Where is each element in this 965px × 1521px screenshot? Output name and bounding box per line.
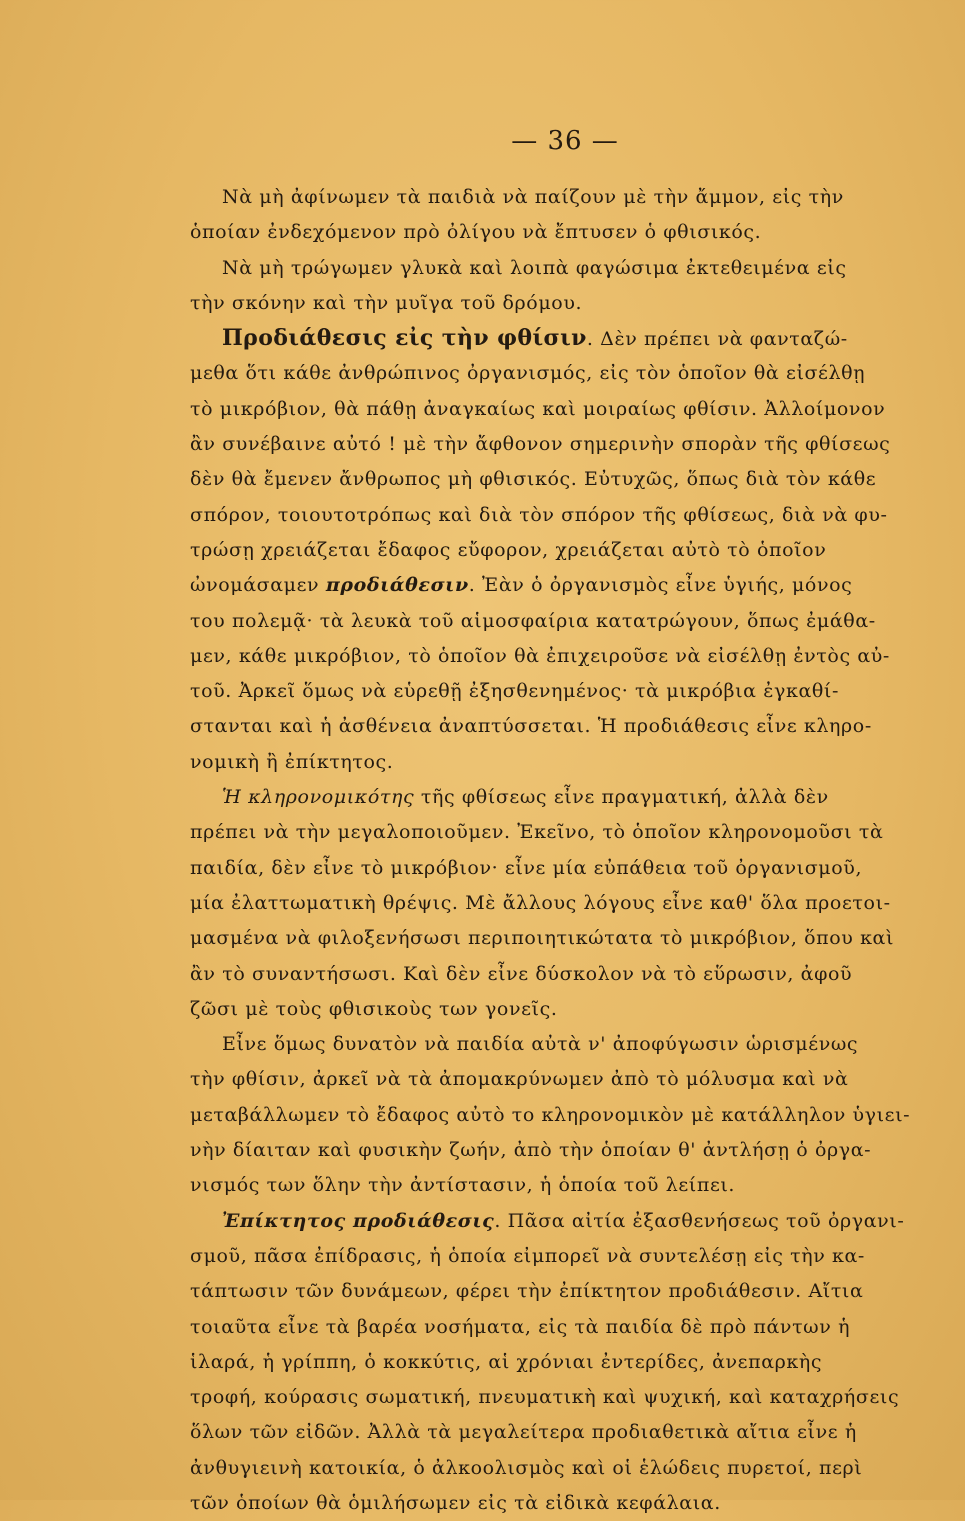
text-line <box>190 815 965 850</box>
text-line <box>190 1486 965 1521</box>
text-line <box>190 568 965 603</box>
text-line <box>190 1415 965 1450</box>
text-line <box>190 286 965 321</box>
text-run: του πολεμᾷ· τὰ λευκὰ τοῦ αἱμοσφαίρια κατατρώγουν, ὅπως ἐμάθα- <box>190 609 876 632</box>
text-run: ὠνομάσαμεν <box>190 574 326 597</box>
text-line <box>190 427 965 462</box>
text-run: τάπτωσιν τῶν δυνάμεων, φέρει τὴν ἐπίκτητον προδιάθεσιν. Αἴτια <box>190 1280 864 1303</box>
text-line <box>190 251 965 286</box>
text-line <box>190 1310 965 1345</box>
text-run: μία ἐλαττωματικὴ θρέψις. Μὲ ἄλλους λόγους εἶνε καθ' ὅλα προετοι- <box>190 891 891 914</box>
emphasized-text: προδιάθεσιν <box>325 574 469 597</box>
text-run: σπόρον, τοιουτοτρόπως καὶ διὰ τὸν σπόρον τῆς φθίσεως, διὰ νὰ φυ- <box>190 503 888 526</box>
text-line <box>190 1133 965 1168</box>
text-run: μεταβάλλωμεν τὸ ἔδαφος αὐτὸ το κληρονομικὸν μὲ κατάλληλον ὑγιει- <box>190 1103 911 1126</box>
text-line <box>190 462 965 497</box>
text-run: ζῶσι μὲ τοὺς φθισικοὺς των γονεῖς. <box>190 997 558 1020</box>
text-run: . Δὲν πρέπει νὰ φανταζώ- <box>586 328 848 351</box>
text-line <box>190 639 965 674</box>
text-run: τοῦ. Ἀρκεῖ ὅμως νὰ εὑρεθῇ ἐξησθενημένος· τὰ μικρόβια ἐγκαθί- <box>190 680 839 703</box>
text-run: τροφή, κούρασις σωματική, πνευματικὴ καὶ ψυχική, καὶ καταχρήσεις <box>190 1386 900 1409</box>
text-run: ἀνθυγιεινὴ κατοικία, ὁ ἀλκοολισμὸς καὶ οἱ ἑλώδεις πυρετοί, περὶ <box>190 1456 863 1479</box>
text-line <box>190 957 965 992</box>
text-run: τῶν ὁποίων θὰ ὁμιλήσωμεν εἰς τὰ εἰδικὰ κεφάλαια. <box>190 1491 721 1514</box>
text-run: παιδία, δὲν εἶνε τὸ μικρόβιον· εἶνε μία εὐπάθεια τοῦ ὀργανισμοῦ, <box>190 856 863 879</box>
text-run: . Πᾶσα αἰτία ἐξασθενήσεως τοῦ ὀργανι- <box>494 1209 905 1232</box>
text-line <box>190 1274 965 1309</box>
text-line <box>190 1204 965 1239</box>
text-run: νὴν δίαιταν καὶ φυσικὴν ζωήν, ἀπὸ τὴν ὁποίαν θ' ἀντλήσῃ ὁ ὀργα- <box>190 1139 872 1162</box>
text-line <box>190 1451 965 1486</box>
text-run: πρέπει νὰ τὴν μεγαλοποιοῦμεν. Ἐκεῖνο, τὸ ὁποῖον κληρονομοῦσι τὰ <box>190 821 884 844</box>
text-line <box>190 392 965 427</box>
text-run: τῆς φθίσεως εἶνε πραγματική, ἀλλὰ δὲν <box>414 786 829 809</box>
text-line <box>190 533 965 568</box>
text-run: Νὰ μὴ ἀφίνωμεν τὰ παιδιὰ νὰ παίζουν μὲ τὴν ἄμμον, εἰς τὴν <box>222 186 844 208</box>
text-line <box>190 709 965 744</box>
text-line <box>190 1380 965 1415</box>
page-number: — 36 — <box>511 126 619 156</box>
text-run: τὴν φθίσιν, ἀρκεῖ νὰ τὰ ἀπομακρύνωμεν ἀπὸ τὸ μόλυσμα καὶ νὰ <box>190 1068 849 1091</box>
text-run: ὅλων τῶν εἰδῶν. Ἀλλὰ τὰ μεγαλείτερα προδιαθετικὰ αἴτια εἶνε ἡ <box>190 1421 857 1444</box>
text-run: ὁποίαν ἐνδεχόμενον πρὸ ὀλίγου νὰ ἔπτυσεν ὁ φθισικός. <box>190 221 762 244</box>
text-run: μεν, κάθε μικρόβιον, τὸ ὁποῖον θὰ ἐπιχειροῦσε νὰ εἰσέλθῃ ἐντὸς αὐ- <box>190 644 890 667</box>
text-line <box>190 992 965 1027</box>
text-line <box>190 1098 965 1133</box>
text-run: νομικὴ ἢ ἐπίκτητος. <box>190 750 394 773</box>
text-run: μεθα ὅτι κάθε ἀνθρώπινος ὀργανισμός, εἰς τὸν ὁποῖον θὰ εἰσέλθῃ <box>190 362 866 385</box>
text-line <box>190 604 965 639</box>
text-run: ἂν συνέβαινε αὐτό ! μὲ τὴν ἄφθονον σημερινὴν σπορὰν τῆς φθίσεως <box>190 433 891 456</box>
section-heading: Προδιάθεσις εἰς τὴν φθίσιν <box>222 325 587 352</box>
text-line <box>190 321 965 356</box>
text-run: ἱλαρά, ἡ γρίππη, ὁ κοκκύτις, αἱ χρόνιαι ἐντερίδες, ἀνεπαρκὴς <box>190 1350 823 1373</box>
text-line <box>190 1062 965 1097</box>
text-line <box>190 921 965 956</box>
text-run: . Ἐὰν ὁ ὀργανισμὸς εἶνε ὑγιής, μόνος <box>468 574 853 597</box>
text-run: νισμός των ὅλην τὴν ἀντίστασιν, ἡ ὁποία τοῦ λείπει. <box>190 1174 736 1197</box>
emphasized-text: Ἐπίκτητος προδιάθεσις <box>222 1209 495 1232</box>
text-run: στανται καὶ ἡ ἀσθένεια ἀναπτύσσεται. Ἡ προδιάθεσις εἶνε κληρο- <box>190 715 872 738</box>
text-line <box>190 851 965 886</box>
text-run: ἂν τὸ συναντήσωσι. Καὶ δὲν εἶνε δύσκολον νὰ τὸ εὕρωσιν, ἀφοῦ <box>190 962 853 985</box>
text-line <box>190 1239 965 1274</box>
text-line <box>190 780 965 815</box>
text-run: Εἶνε ὅμως δυνατὸν νὰ παιδία αὐτὰ ν' ἀποφύγωσιν ὡρισμένως <box>222 1033 859 1056</box>
text-run: τοιαῦτα εἶνε τὰ βαρέα νοσήματα, εἰς τὰ παιδία δὲ πρὸ πάντων ἡ <box>190 1315 851 1338</box>
text-run: σμοῦ, πᾶσα ἐπίδρασις, ἡ ὁποία εἰμπορεῖ νὰ συντελέσῃ εἰς τὴν κα- <box>190 1244 865 1267</box>
text-line <box>190 215 965 250</box>
text-line <box>190 745 965 780</box>
text-line <box>190 498 965 533</box>
text-run: δὲν θὰ ἔμενεν ἄνθρωπος μὴ φθισικός. Εὐτυχῶς, ὅπως διὰ τὸν κάθε <box>190 468 877 491</box>
text-line <box>190 674 965 709</box>
text-line <box>190 1345 965 1380</box>
text-run: τρώσῃ χρειάζεται ἔδαφος εὔφορον, χρειάζεται αὐτὸ τὸ ὁποῖον <box>190 538 827 561</box>
text-line <box>190 1027 965 1062</box>
emphasized-text: Ἡ κληρονομικότης <box>222 786 415 809</box>
text-line <box>190 1168 965 1203</box>
text-line <box>190 886 965 921</box>
text-line <box>190 180 965 215</box>
text-run: τὴν σκόνην καὶ τὴν μυῖγα τοῦ δρόμου. <box>190 291 583 314</box>
text-run: Νὰ μὴ τρώγωμεν γλυκὰ καὶ λοιπὰ φαγώσιμα ἐκτεθειμένα εἰς <box>222 256 847 279</box>
text-line <box>190 356 965 391</box>
text-run: τὸ μικρόβιον, θὰ πάθῃ ἀναγκαίως καὶ μοιραίως φθίσιν. Ἀλλοίμονον <box>190 397 886 420</box>
text-run: μασμένα νὰ φιλοξενήσωσι περιποιητικώτατα τὸ μικρόβιον, ὅπου καὶ <box>190 927 895 950</box>
text-body <box>190 180 965 1521</box>
